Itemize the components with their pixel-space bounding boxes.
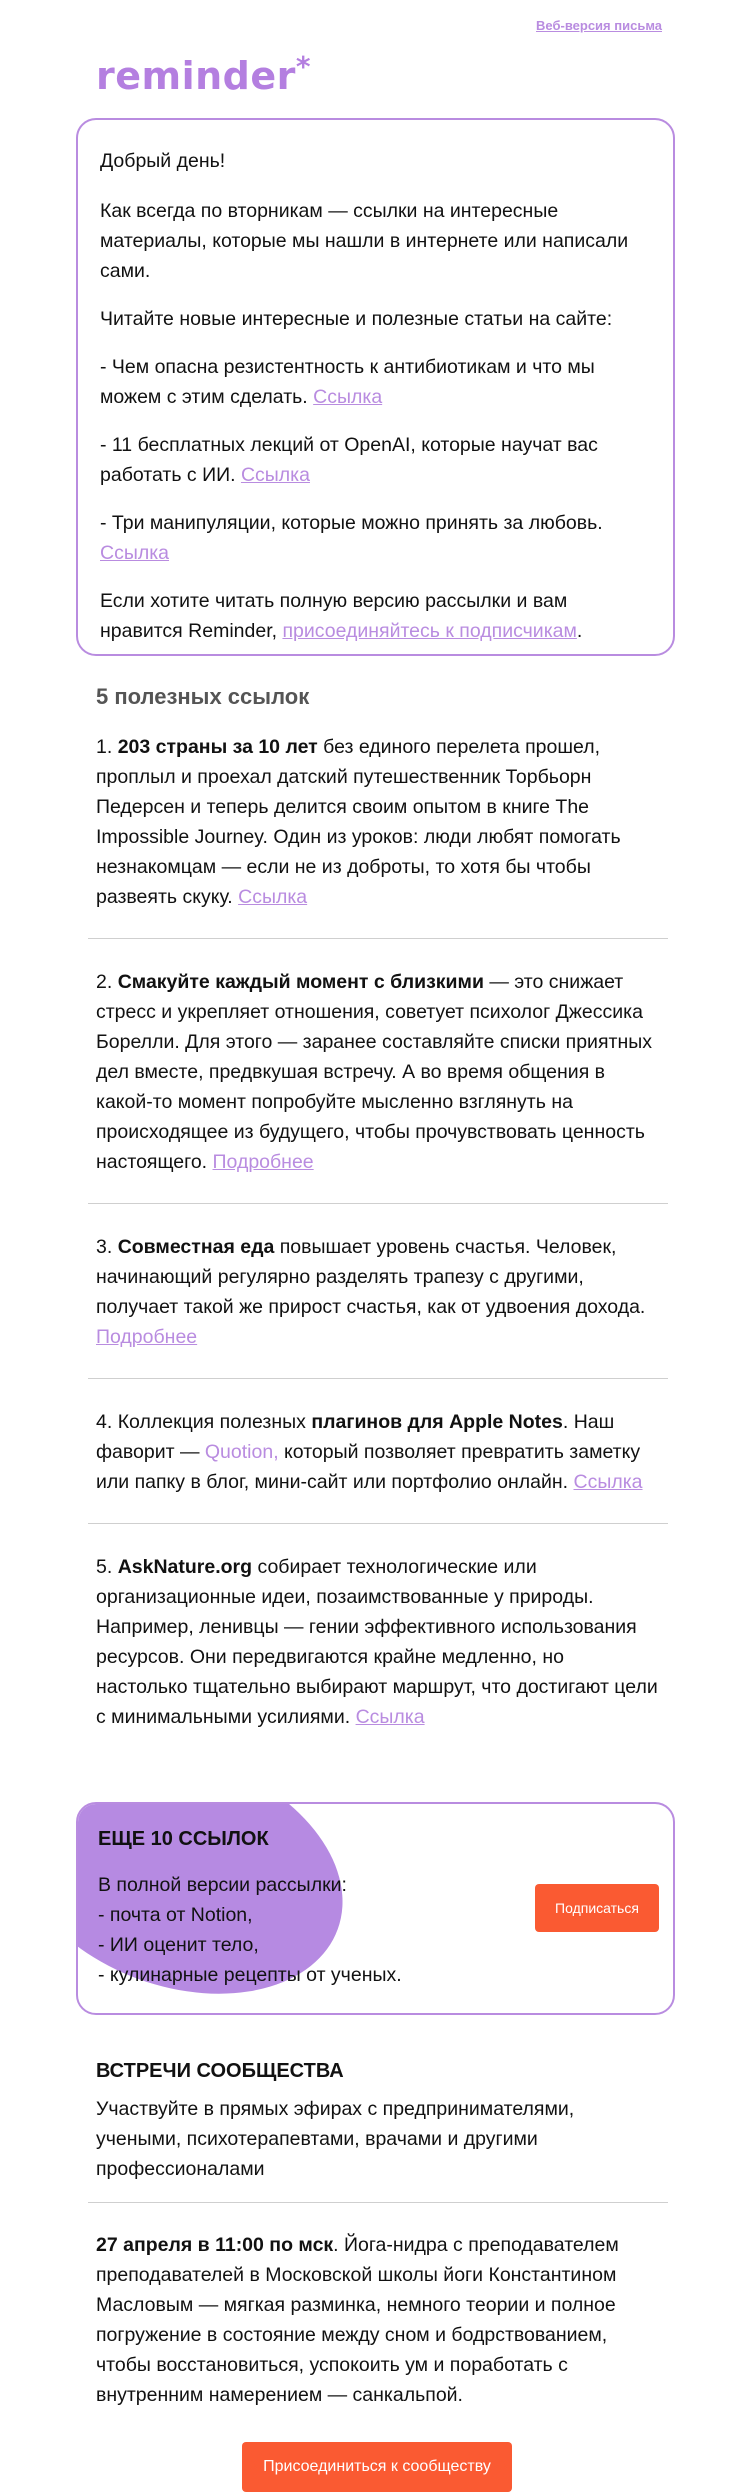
more-links-text (98, 1870, 402, 1990)
community-text: Участвуйте в прямых эфирах с предпринимателями, учеными, психотерапевтами, врачами и другими профессионалами (96, 2098, 575, 2180)
item-bold: 203 страны за 10 лет (117, 736, 318, 758)
bullet-text: - Чем опасна резистентность к антибиотикам и что мы можем с этим сделать. (100, 356, 595, 408)
item-text: . Наш фаворит — (96, 1411, 615, 1463)
intro-bullet (100, 430, 651, 490)
logo-text: reminder (96, 54, 296, 98)
bullet-link[interactable]: Ссылка (100, 542, 170, 564)
item-number: 5. (96, 1556, 118, 1578)
divider (88, 938, 668, 939)
more-links-card (76, 1802, 675, 2015)
outro-end: . (576, 620, 583, 642)
intro-outro (100, 586, 651, 646)
community-event (96, 2230, 660, 2410)
intro-paragraph: Как всегда по вторникам — ссылки на интересные материалы, которые мы нашли в интернете или написали сами. (100, 200, 629, 282)
item-link[interactable]: Подробнее (96, 1326, 198, 1348)
item-link[interactable]: Ссылка (573, 1471, 643, 1493)
more-line: - почта от Notion, (98, 1904, 253, 1926)
intro-card (76, 118, 675, 656)
more-links-title: ЕЩЕ 10 ССЫЛОК (98, 1828, 269, 1850)
intro-bullet (100, 352, 651, 412)
item-bold: Совместная еда (117, 1236, 275, 1258)
event-date: 27 апреля в 11:00 по мск (96, 2234, 334, 2256)
quotion-link[interactable]: Quotion, (204, 1441, 279, 1463)
community-title: ВСТРЕЧИ СООБЩЕСТВА (96, 2060, 344, 2082)
item-link[interactable]: Ссылка (238, 886, 308, 908)
greeting: Добрый день! (100, 150, 226, 172)
item-number: 2. (96, 971, 118, 993)
logo-star-icon: * (295, 50, 312, 83)
header-bar (536, 18, 662, 33)
list-item (88, 1232, 668, 1352)
more-line: В полной версии рассылки: (98, 1874, 347, 1896)
bullet-text: - Три манипуляции, которые можно принять за любовь. (100, 512, 603, 534)
item-number: 3. (96, 1236, 118, 1258)
more-line: - кулинарные рецепты от ученых. (98, 1964, 402, 1986)
list-item (88, 732, 668, 912)
item-number: 1. (96, 736, 118, 758)
intro-bullet (100, 508, 651, 568)
event-text: . Йога-нидра с преподавателем преподавателей в Московской школы йоги Константином Масловым — мягкая разминка, немного теории и полное погружение в состояние между сном и бодрствованием, чтобы восстановиться, успокоить ум и поработать с внутренним намерением — санкальпой. (96, 2234, 619, 2406)
list-item (88, 1407, 668, 1497)
divider (88, 1523, 668, 1524)
links-list (88, 732, 668, 1732)
list-item (88, 1552, 668, 1732)
item-bold: Смакуйте каждый момент с близкими (117, 971, 484, 993)
divider (88, 2202, 668, 2203)
more-line: - ИИ оценит тело, (98, 1934, 259, 1956)
item-number: 4. (96, 1411, 118, 1433)
links-section-title: 5 полезных ссылок (96, 684, 310, 709)
bullet-link[interactable]: Ссылка (240, 464, 310, 486)
web-version-link[interactable]: Веб-версия письма (536, 18, 662, 33)
bullet-link[interactable]: Ссылка (313, 386, 383, 408)
subscribe-link[interactable]: присоединяйтесь к подписчикам (282, 620, 577, 642)
item-pre: Коллекция полезных (117, 1411, 312, 1433)
intro-site-paragraph: Читайте новые интересные и полезные статьи на сайте: (100, 308, 613, 330)
item-bold: плагинов для Apple Notes (311, 1411, 563, 1433)
item-text: собирает технологические или организационные идеи, позаимствованные у природы. Например, ленивцы — гении эффективного использования ресурсов. Они передвигаются крайне медленно, но настолько тщательно выбирают маршрут, что достигают цели с минимальными усилиями. (96, 1556, 658, 1728)
subscribe-button[interactable]: Подписаться (535, 1884, 659, 1932)
item-text: — это снижает стресс и укрепляет отношения, советует психолог Джессика Борелли. Для этого — заранее составляйте списки приятных дел вместе, предвкушая встречу. А во время общения в какой-то момент попробуйте мысленно взглянуть на происходящее из будущего, чтобы прочувствовать ценность настоящего. (96, 971, 652, 1173)
item-bold: AskNature.org (117, 1556, 253, 1578)
bullet-text: - 11 бесплатных лекций от OpenAI, которые научат вас работать с ИИ. (100, 434, 598, 486)
outro-text: Если хотите читать полную версию рассылки и вам нравится Reminder, (100, 590, 568, 642)
divider (88, 1378, 668, 1379)
item-text: повышает уровень счастья. Человек, начинающий регулярно разделять трапезу с другими, получает такой же прирост счастья, как от удвоения дохода. (96, 1236, 646, 1318)
item-text-2: который позволяет превратить заметку или папку в блог, мини-сайт или портфолио онлайн. (96, 1441, 641, 1493)
item-text: без единого перелета прошел, проплыл и проехал датский путешественник Торбьорн Педерсен и теперь делится своим опытом в книге The Impossible Journey. Один из уроков: люди любят помогать незнакомцам — если не из доброты, то хотя бы чтобы развеять скуку. (96, 736, 621, 908)
list-item (88, 967, 668, 1177)
reminder-logo[interactable] (96, 50, 312, 98)
join-community-button[interactable]: Присоединиться к сообществу (242, 2442, 512, 2492)
item-link[interactable]: Ссылка (355, 1706, 425, 1728)
item-link[interactable]: Подробнее (212, 1151, 314, 1173)
divider (88, 1203, 668, 1204)
